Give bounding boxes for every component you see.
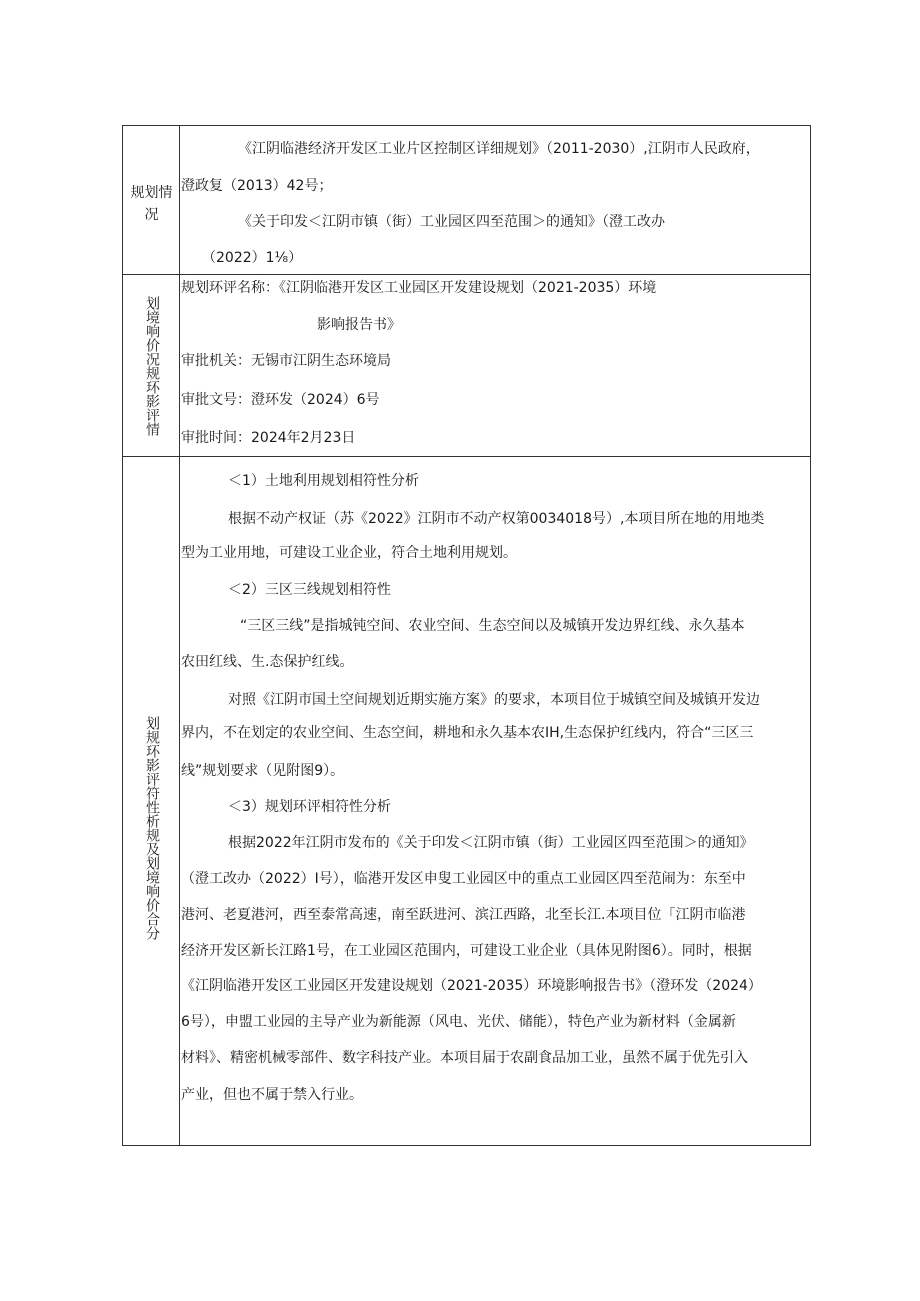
eia-line: 规划环评名称：《江阴临港开发区工业园区开发建设规划（2021-2035）环境: [181, 280, 657, 296]
eia-content: [180, 275, 810, 456]
eia-line: 审批文号：澄环发（2024）6号: [181, 392, 380, 408]
planning-label-cell: [123, 126, 180, 274]
analysis-line: 《江阴临港开发区工业园区开发建设规划（2021-2035）环境影响报告书》（澄环发（2024）: [181, 978, 762, 994]
analysis-line: 材料》、精密机械零部件、数字科技产业。本项目届于农副食品加工业，虽然不属于优先引入: [181, 1050, 748, 1066]
planning-label-line-1: 规划情: [130, 185, 173, 201]
analysis-line: ＜2）三区三线规划相符性: [228, 582, 391, 598]
document-table: [122, 125, 811, 1146]
planning-content: [180, 126, 810, 274]
analysis-line: （澄工改办（2022）I号），临港开发区申叟工业园区中的重点工业园区四至范闹为：东至中: [181, 871, 746, 887]
analysis-line: 经济开发区新长江路1号，在工业园区范围内，可建设工业企业（具体见附图6）。同时，根据: [181, 943, 752, 959]
eia-line: 影响报告书》: [317, 317, 401, 333]
analysis-line: 农田红线、生.态保护红线。: [181, 654, 354, 670]
eia-label: 划境响价况规环影评情: [144, 296, 160, 436]
analysis-line: 6号），申盟工业园的主导产业为新能源（风电、光伏、储能），特色产业为新材料（金属新: [181, 1014, 736, 1030]
analysis-content: [180, 457, 810, 1145]
planning-line: 《江阴临港经济开发区工业片区控制区详细规划》（2011-2030）,江阴市人民政府，: [238, 141, 760, 157]
planning-row: [123, 126, 810, 274]
analysis-line: 对照《江阴市国土空间规划近期实施方案》的要求，本项目位于城镇空间及城镇开发边: [228, 692, 760, 708]
analysis-line: ＜3）规划环评相符性分析: [228, 799, 391, 815]
analysis-line: 型为工业用地，可建设工业企业，符合土地利用规划。: [181, 545, 517, 561]
analysis-line: 港河、老夏港河，西至泰常高速，南至跃进河、滨江西路，北至长江.本项目位「江阴市临港: [181, 907, 746, 923]
analysis-label: 划规环影评符性析规及划境响价合分: [144, 716, 160, 940]
analysis-line: 线”规划要求（见附图9）。: [181, 763, 345, 779]
analysis-line: 根据不动产权证（苏《2022》江阴市不动产权第0034018号）,本项目所在地的用地类: [228, 511, 765, 527]
analysis-label-cell: [123, 457, 180, 1145]
planning-line: 澄政复（2013）42号；: [181, 178, 333, 194]
analysis-line: 根据2022年江阴市发布的《关于印发＜江阴市镇（街）工业园区四至范围＞的通知》: [228, 835, 754, 851]
eia-row: [123, 274, 810, 456]
planning-line: 《关于印发＜江阴市镇（街）工业园区四至范围＞的通知》（澄工改办: [238, 214, 665, 230]
eia-line: 审批时间：2024年2月23日: [181, 430, 356, 446]
eia-label-cell: [123, 275, 180, 456]
analysis-row: [123, 456, 810, 1145]
analysis-line: “三区三线”是指城钝空间、农业空间、生态空间以及城镇开发边界红线、永久基本: [240, 618, 745, 634]
analysis-line: 界内，不在划定的农业空间、生态空间，耕地和永久基本农IH,生态保护红线内，符合“三区三: [181, 725, 754, 741]
planning-label-line-2: 况: [144, 207, 159, 223]
eia-line: 审批机关：无锡市江阴生态环境局: [181, 353, 391, 369]
analysis-line: ＜1）土地利用规划相符性分析: [228, 473, 419, 489]
planning-line: （2022）1⅛）: [202, 250, 303, 266]
analysis-line: 产业，但也不属于禁入行业。: [181, 1087, 363, 1103]
